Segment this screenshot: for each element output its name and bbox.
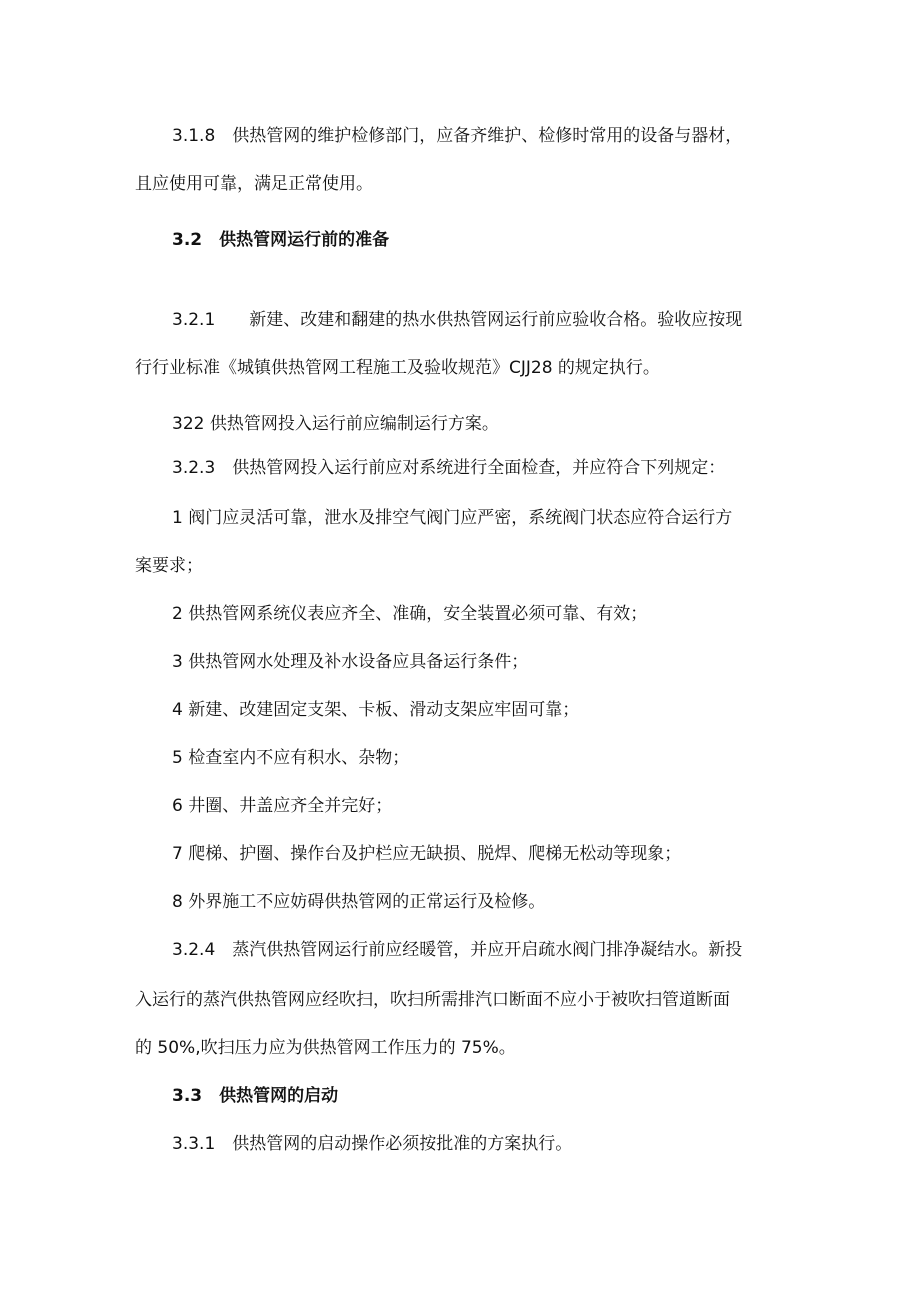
clause-3-2-2: 322 供热管网投入运行前应编制运行方案。 xyxy=(172,414,499,434)
list-item-7: 7 爬梯、护圈、操作台及护栏应无缺损、脱焊、爬梯无松动等现象； xyxy=(172,844,682,864)
list-item-5: 5 检查室内不应有积水、杂物； xyxy=(172,748,410,768)
list-item-1-line-1: 1 阀门应灵活可靠，泄水及排空气阀门应严密，系统阀门状态应符合运行方 xyxy=(172,508,733,528)
list-item-6: 6 井圈、井盖应齐全并完好； xyxy=(172,796,393,816)
clause-3-2-1-line-1: 3.2.1 新建、改建和翻建的热水供热管网运行前应验收合格。验收应按现 xyxy=(172,310,743,330)
list-item-4: 4 新建、改建固定支架、卡板、滑动支架应牢固可靠； xyxy=(172,700,580,720)
section-heading-3-3: 3.3 供热管网的启动 xyxy=(172,1086,339,1106)
clause-3-2-4-line-3: 的 50%,吹扫压力应为供热管网工作压力的 75%。 xyxy=(135,1038,516,1058)
list-item-2: 2 供热管网系统仪表应齐全、准确，安全装置必须可靠、有效； xyxy=(172,604,648,624)
list-item-8: 8 外界施工不应妨碍供热管网的正常运行及检修。 xyxy=(172,892,546,912)
clause-3-2-1-line-2: 行行业标准《城镇供热管网工程施工及验收规范》CJJ28 的规定执行。 xyxy=(135,358,660,378)
clause-3-1-8-line-1: 3.1.8 供热管网的维护检修部门，应备齐维护、检修时常用的设备与器材， xyxy=(172,126,743,146)
clause-3-2-4-line-1: 3.2.4 蒸汽供热管网运行前应经暖管，并应开启疏水阀门排净凝结水。新投 xyxy=(172,940,743,960)
clause-3-3-1: 3.3.1 供热管网的启动操作必须按批准的方案执行。 xyxy=(172,1134,573,1154)
list-item-3: 3 供热管网水处理及补水设备应具备运行条件； xyxy=(172,652,529,672)
clause-3-1-8-line-2: 且应使用可靠，满足正常使用。 xyxy=(135,174,373,194)
clause-3-2-4-line-2: 入运行的蒸汽供热管网应经吹扫，吹扫所需排汽口断面不应小于被吹扫管道断面 xyxy=(135,990,730,1010)
section-heading-3-2: 3.2 供热管网运行前的准备 xyxy=(172,230,390,250)
list-item-1-line-2: 案要求； xyxy=(135,556,203,576)
clause-3-2-3: 3.2.3 供热管网投入运行前应对系统进行全面检查，并应符合下列规定： xyxy=(172,458,726,478)
